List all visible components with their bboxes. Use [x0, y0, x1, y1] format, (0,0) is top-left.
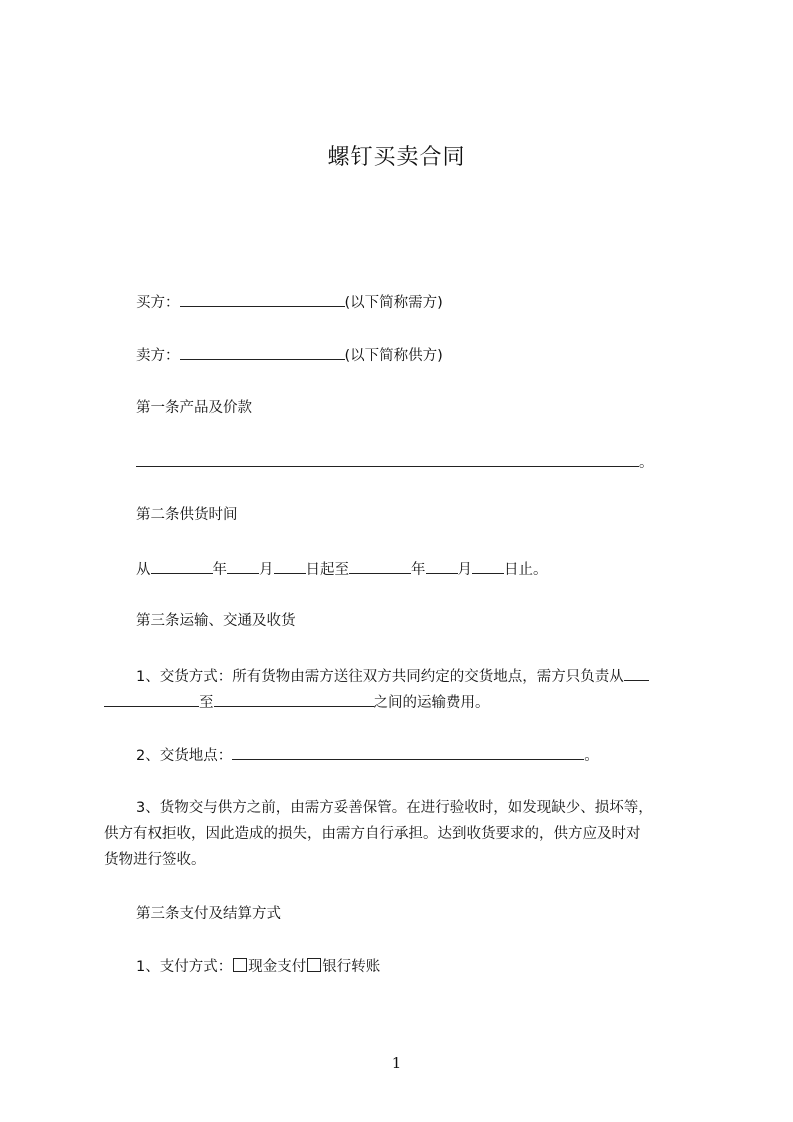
article-1-product-line [136, 451, 654, 473]
buyer-line [136, 291, 443, 313]
seller-line [136, 344, 443, 366]
product-price-blank[interactable] [136, 451, 639, 467]
delivery-location-label: 2、交货地点： [136, 748, 233, 764]
start-year-blank[interactable] [151, 558, 213, 574]
custody-line-2: 供方有权拒收，因此造成的损失，由需方自行承担。达到收货要求的，供方应及时对 [104, 826, 641, 842]
delivery-method-line-2 [104, 691, 490, 713]
delivery-method-end: 之间的运输费用。 [373, 695, 490, 711]
article-3-heading: 第三条运输、交通及收货 [136, 613, 296, 629]
cash-checkbox[interactable] [233, 958, 247, 972]
seller-suffix: (以下简称供方) [344, 348, 443, 364]
payment-method-line [136, 957, 380, 977]
start-day-blank[interactable] [274, 558, 306, 574]
seller-label: 卖方： [136, 348, 180, 364]
buyer-suffix: (以下简称需方) [344, 295, 443, 311]
supply-period-line [136, 558, 548, 580]
page-number: 1 [391, 1054, 402, 1072]
article-2-heading: 第二条供货时间 [136, 507, 238, 523]
delivery-method-text: 1、交货方式：所有货物由需方送往双方共同约定的交货地点，需方只负责从 [136, 669, 624, 685]
from-label: 从 [136, 562, 151, 578]
end-day-blank[interactable] [472, 558, 504, 574]
delivery-location-line [136, 744, 599, 766]
end-year-blank[interactable] [349, 558, 411, 574]
year-label: 年 [212, 562, 227, 578]
delivery-method-line-1 [136, 665, 649, 687]
day-start-label: 日起至 [305, 562, 349, 578]
buyer-blank[interactable] [180, 291, 345, 307]
bank-option-label: 银行转账 [322, 959, 381, 975]
delivery-location-blank[interactable] [232, 744, 584, 760]
seller-blank[interactable] [180, 344, 345, 360]
month-label: 月 [259, 562, 274, 578]
article-1-heading: 第一条产品及价款 [136, 400, 252, 416]
buyer-label: 买方： [136, 295, 180, 311]
payment-method-label: 1、支付方式： [136, 959, 233, 975]
article-4-heading: 第三条支付及结算方式 [136, 906, 281, 922]
delivery-to-label: 至 [199, 695, 214, 711]
day-end-label: 日止。 [504, 562, 548, 578]
delivery-location-end: 。 [584, 748, 599, 764]
document-title: 螺钉买卖合同 [327, 145, 466, 170]
delivery-from-blank-a[interactable] [624, 665, 649, 681]
year2-label: 年 [411, 562, 426, 578]
cash-option-label: 现金支付 [248, 959, 307, 975]
start-month-blank[interactable] [227, 558, 259, 574]
delivery-from-blank-b[interactable] [104, 691, 199, 707]
end-month-blank[interactable] [426, 558, 458, 574]
custody-line-3: 货物进行签收。 [104, 852, 206, 868]
bank-checkbox[interactable] [307, 958, 321, 972]
delivery-to-blank[interactable] [214, 691, 374, 707]
month2-label: 月 [457, 562, 472, 578]
custody-line-1: 3、货物交与供方之前，由需方妥善保管。在进行验收时，如发现缺少、损坏等， [136, 800, 653, 816]
product-line-end: 。 [639, 455, 654, 471]
